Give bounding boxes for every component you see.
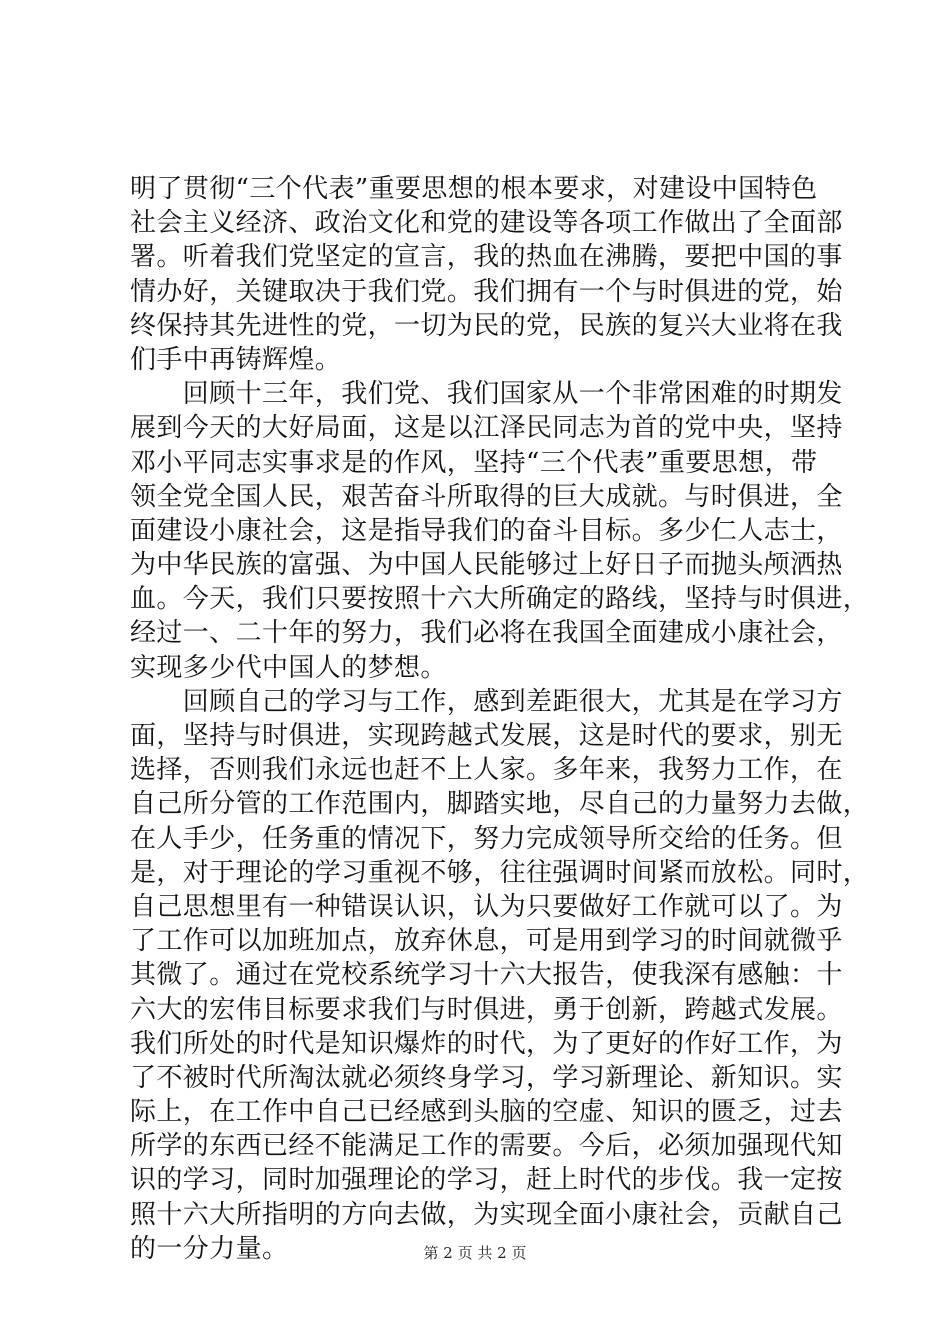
text-line: 署。听着我们党坚定的宣言，我的热血在沸腾，要把中国的事 (130, 242, 843, 273)
text-line: 们手中再铸辉煌。 (130, 344, 342, 375)
text-line: 为中华民族的富强、为中国人民能够过上好日子而抛头颅洒热 (130, 550, 843, 581)
text-line: 自己所分管的工作范围内，脚踏实地，尽自己的力量努力去做， (130, 789, 870, 820)
text-line: 社会主义经济、政治文化和党的建设等各项工作做出了全面部 (130, 208, 843, 239)
text-line: 面建设小康社会，这是指导我们的奋斗目标。多少仁人志士， (130, 515, 843, 546)
text-line: 照十六大所指明的方向去做，为实现全面小康社会，贡献自己 (130, 1199, 843, 1230)
text-line: 了不被时代所淘汰就必须终身学习，学习新理论、新知识。实 (130, 1062, 843, 1093)
text-line: 情办好，关键取决于我们党。我们拥有一个与时俱进的党，始 (130, 276, 843, 307)
text-line: 自己思想里有一种错误认识，认为只要做好工作就可以了。为 (130, 891, 843, 922)
text-line: 其微了。通过在党校系统学习十六大报告，使我深有感触：十 (130, 960, 843, 991)
text-line: 回顾自己的学习与工作，感到差距很大，尤其是在学习方 (130, 686, 843, 717)
text-line: 实现多少代中国人的梦想。 (130, 652, 447, 683)
text-line: 是，对于理论的学习重视不够，往往强调时间紧而放松。同时， (130, 857, 870, 888)
text-line: 的一分力量。 (130, 1233, 289, 1264)
text-line: 六大的宏伟目标要求我们与时俱进，勇于创新，跨越式发展。 (130, 994, 843, 1025)
text-line: 终保持其先进性的党，一切为民的党，民族的复兴大业将在我 (130, 310, 843, 341)
text-line: 回顾十三年，我们党、我们国家从一个非常困难的时期发 (130, 379, 843, 410)
text-line: 我们所处的时代是知识爆炸的时代，为了更好的作好工作，为 (130, 1028, 843, 1059)
text-line: 际上，在工作中自己已经感到头脑的空虚、知识的匮乏，过去 (130, 1097, 843, 1128)
text-line: 经过一、二十年的努力，我们必将在我国全面建成小康社会， (130, 618, 843, 649)
text-line: 面，坚持与时俱进，实现跨越式发展，这是时代的要求，别无 (130, 721, 843, 751)
text-line: 领全党全国人民，艰苦奋斗所取得的巨大成就。与时俱进，全 (130, 481, 843, 512)
text-line: 明了贯彻“三个代表”重要思想的根本要求，对建设中国特色 (130, 174, 818, 204)
text-line: 在人手少，任务重的情况下，努力完成领导所交给的任务。但 (130, 823, 843, 854)
page-number-footer: 第 2 页 共 2 页 (423, 1244, 527, 1262)
text-line: 所学的东西已经不能满足工作的需要。今后，必须加强现代知 (130, 1131, 843, 1162)
body-text (130, 172, 870, 1266)
text-line: 选择，否则我们永远也赶不上人家。多年来，我努力工作，在 (130, 755, 843, 786)
text-line: 展到今天的大好局面，这是以江泽民同志为首的党中央，坚持 (130, 413, 843, 444)
text-line: 血。今天，我们只要按照十六大所确定的路线，坚持与时俱进， (130, 584, 870, 615)
text-line: 邓小平同志实事求是的作风，坚持“三个代表”重要思想，带 (130, 447, 818, 478)
text-line: 识的学习，同时加强理论的学习，赶上时代的步伐。我一定按 (130, 1165, 843, 1196)
text-line: 了工作可以加班加点，放弃休息，可是用到学习的时间就微乎 (130, 926, 843, 957)
